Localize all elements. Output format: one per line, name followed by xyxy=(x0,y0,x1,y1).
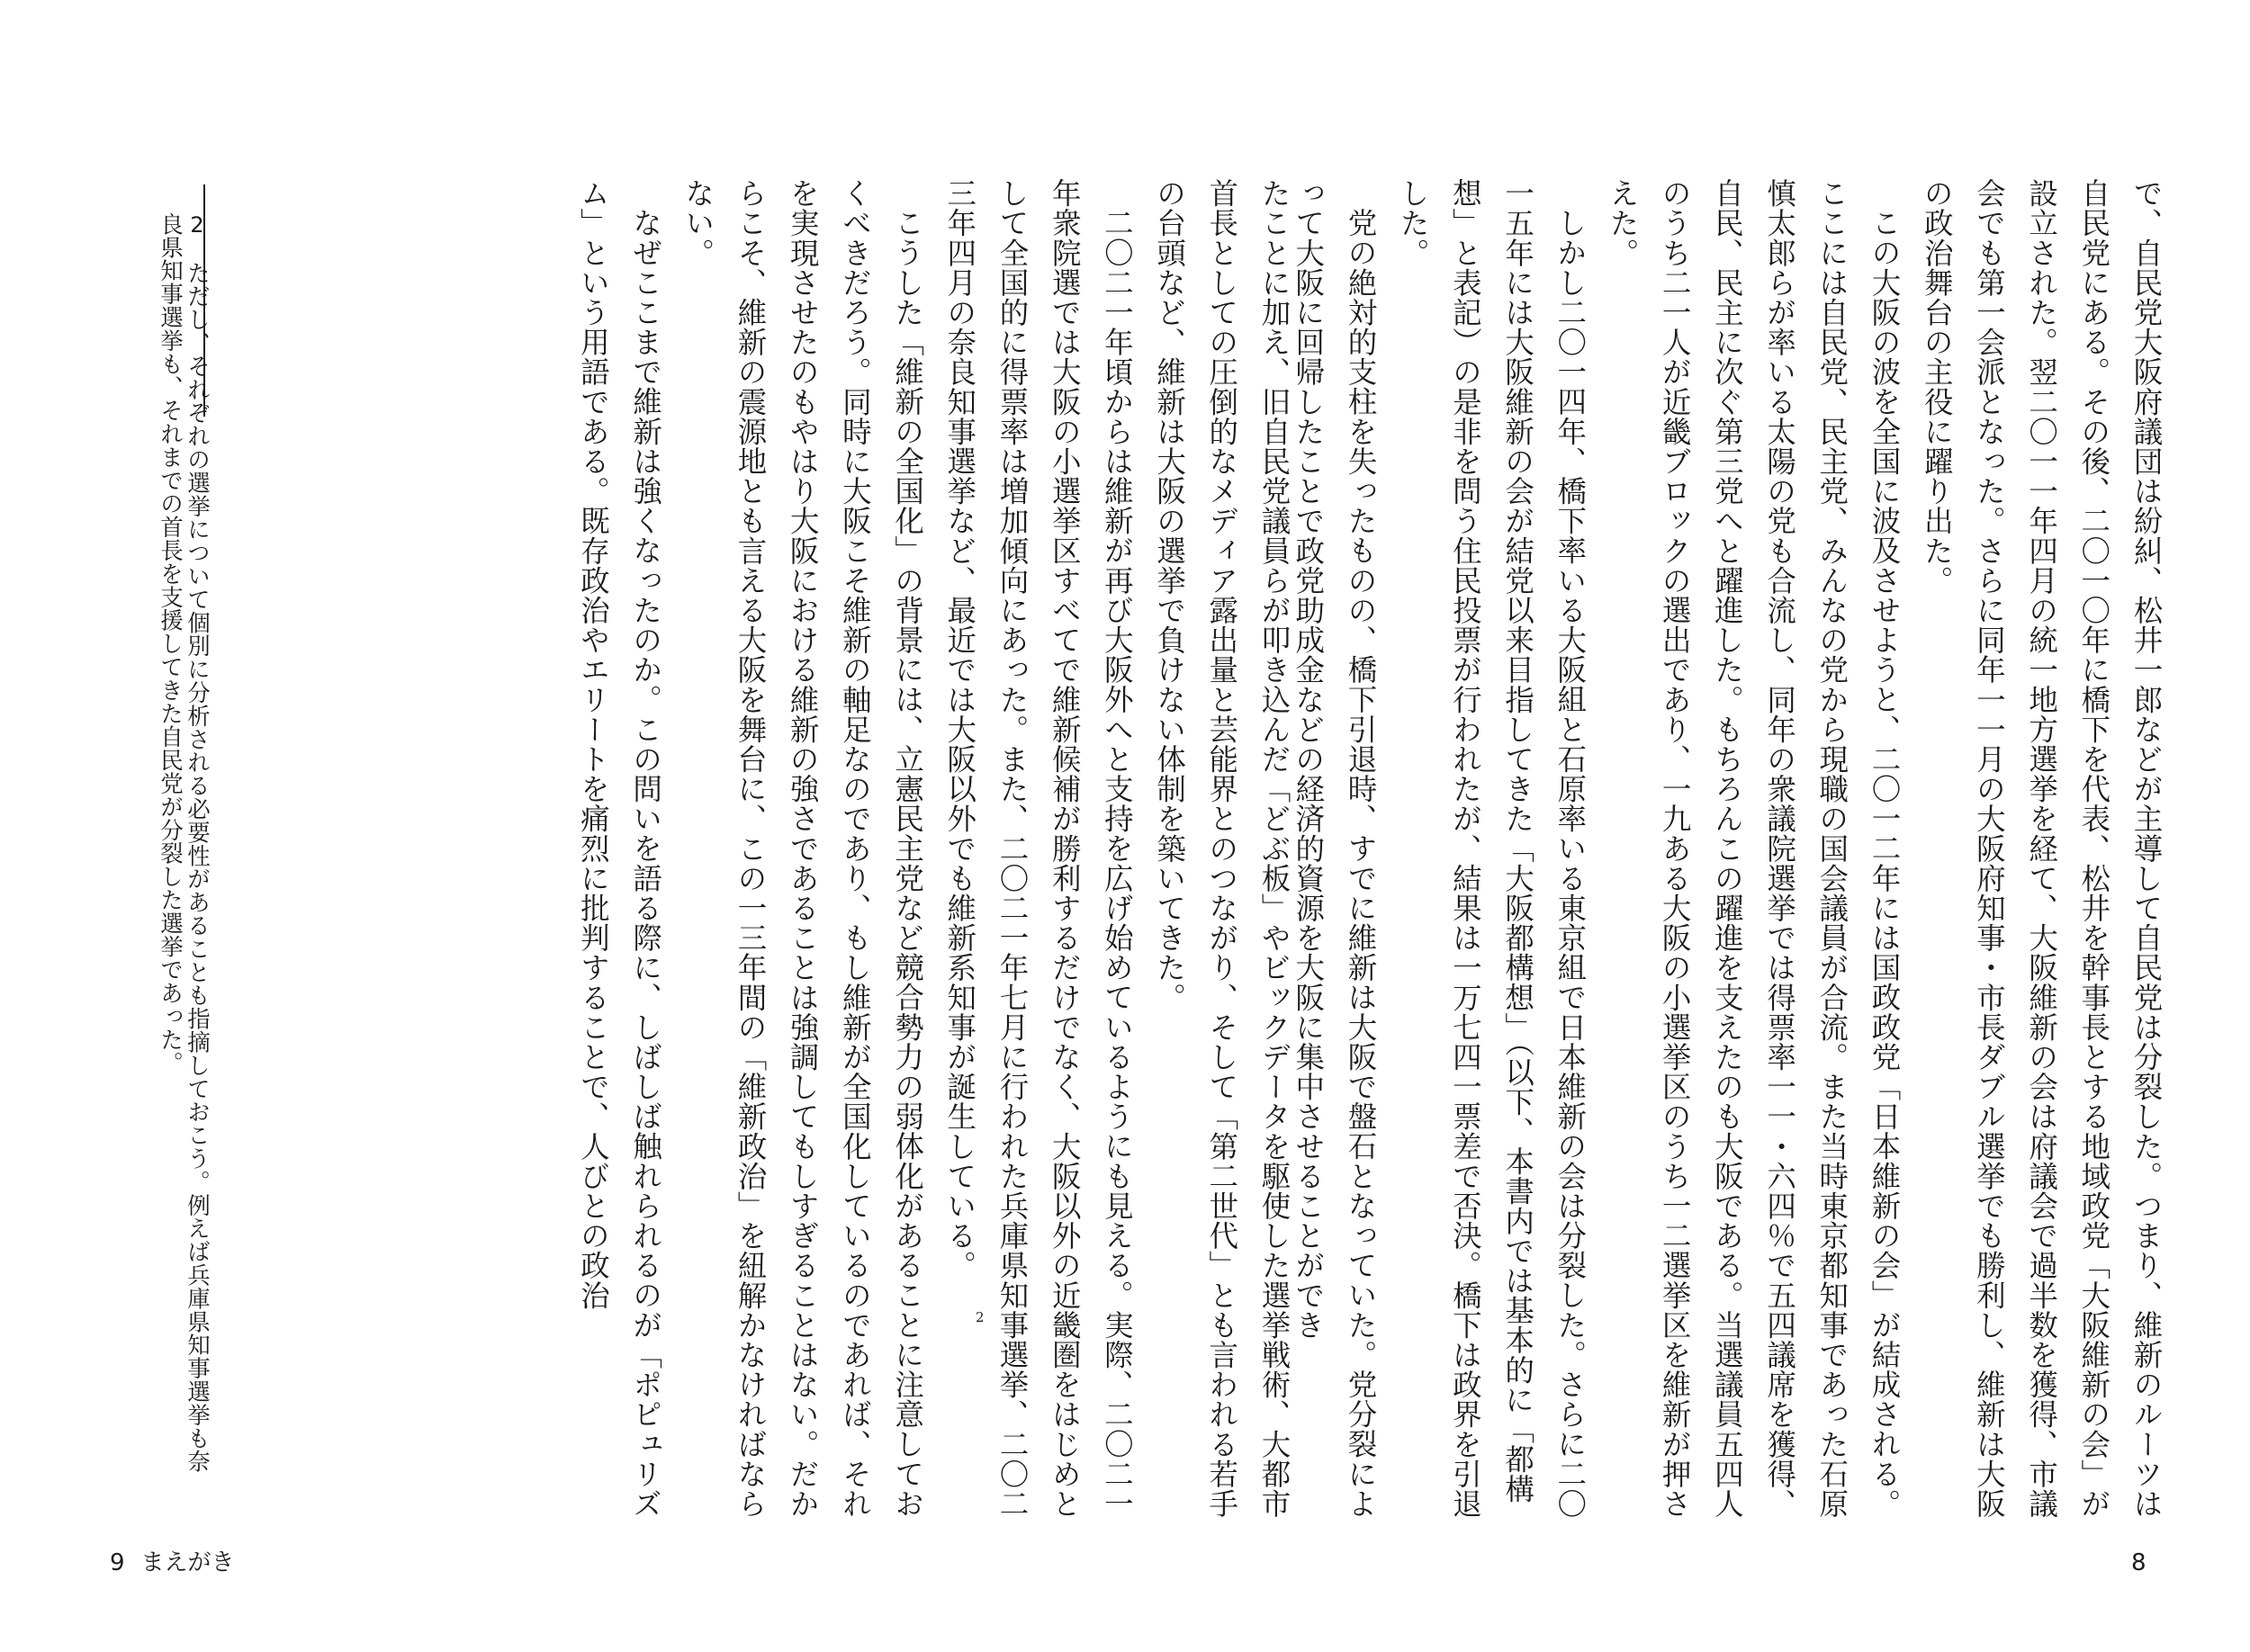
left-paragraph-2-text: 二〇二一年頃からは維新が再び大阪外へと支持を広げ始めているようにも見える。実際、二〇二一年衆院選では大阪の小選挙区すべてで維新候補が勝利するだけでなく、大阪以外の近畿圏をはじめとして全国的に得票率は増加傾向にあった。また、二〇二一年七月に行われた兵庫県知事選挙、二〇二三年四月の奈良知事選挙など、最近では大阪以外でも維新系知事が誕生している。 xyxy=(942,178,1135,1519)
left-paragraph-3: こうした「維新の全国化」の背景には、立憲民主党など競合勢力の弱体化があることに注意しておくべきだろう。同時に大阪こそ維新の軸足なのであり、もし維新が全国化しているのであれば、それを実現させたのもやはり大阪における維新の強さであることは強調してもしすぎることはない。だからこそ、維新の震源地とも言える大阪を舞台に、この一三年間の「維新政治」を紐解かなければならない。 xyxy=(680,178,925,1519)
right-page-body xyxy=(1237,178,2173,1546)
right-paragraph-4: 党の絶対的支柱を失ったものの、橋下引退時、すでに維新は大阪で盤石となっていた。党分裂によって大阪に回帰したことで政党助成金などの経済的資源を大阪に集中させることができ xyxy=(1291,178,1378,1518)
right-folio xyxy=(2131,1549,2146,1576)
right-paragraph-1: で、自民党大阪府議団は紛糾、松井一郎などが主導して自民党は分裂した。つまり、維新のルーツは自民党にある。その後、二〇一〇年に橋下を代表、松井を幹事長とする地域政党「大阪維新の会」が設立された。翌二〇一一年四月の統一地方選挙を経て、大阪維新の会は府議会で過半数を獲得、市議会でも第一会派となった。さらに同年一一月の大阪府知事・市長ダブル選挙でも勝利し、維新は大阪の政治舞台の主役に躍り出た。 xyxy=(1920,178,2164,1519)
right-page-number: 8 xyxy=(2131,1549,2146,1576)
footnote-reference-2[interactable]: 2 xyxy=(971,1309,988,1326)
left-paragraph-4: なぜここまで維新は強くなったのか。この問いを語る際に、しばしば触れられるのが「ポピュリズム」という用語である。既存政治やエリートを痛烈に批判することで、人びとの政治 xyxy=(576,178,663,1518)
footnote-spacer xyxy=(184,238,211,261)
footnote-text: ただし、それぞれの選挙について個別に分析される必要性があることも指摘しておこう。例えば兵庫県知事選挙も奈良県知事選挙も、それまでの首長を支援してきた自民党が分裂した選挙であった。 xyxy=(157,212,211,1474)
left-paragraph-1: たことに加え、旧自民党議員らが叩き込んだ「どぶ板」やビックデータを駆使した選挙戦術、大都市首長としての圧倒的なメディア露出量と芸能界とのつながり、そして「第二世代」とも言われる若手の台頭など、維新は大阪の選挙で負けない体制を築いてきた。 xyxy=(1152,178,1292,1519)
right-paragraph-2: この大阪の波を全国に波及させようと、二〇一二年には国政政党「日本維新の会」が結成される。ここには自民党、民主党、みんなの党から現職の国会議員が合流。また当時東京都知事であった石原慎太郎らが率いる太陽の党も合流し、同年の衆議院選挙では得票率一一・六四％で五四議席を獲得、自民、民主に次ぐ第三党へと躍進した。もちろんこの躍進を支えたのも大阪である。当選議員五四人のうち二一人が近畿ブロックの選出であり、一九ある大阪の小選挙区のうち一二選挙区を維新が押さえた。 xyxy=(1605,178,1902,1519)
left-paragraph-2 xyxy=(934,178,1144,1546)
left-page-body xyxy=(356,178,1300,1546)
right-paragraph-3: しかし二〇一四年、橋下率いる大阪組と石原率いる東京組で日本維新の会は分裂した。さらに二〇一五年には大阪維新の会が結党以来目指してきた「大阪都構想」（以下、本書内では基本的に「都構想」と表記）の是非を問う住民投票が行われたが、結果は一万七四一票差で否決。橋下は政界を引退した。 xyxy=(1396,178,1588,1519)
footnote xyxy=(155,212,211,1490)
running-title: まえがき xyxy=(140,1549,235,1576)
left-folio xyxy=(110,1549,235,1576)
footnote-number: 2 xyxy=(184,212,210,238)
left-page-number: 9 xyxy=(110,1549,125,1576)
